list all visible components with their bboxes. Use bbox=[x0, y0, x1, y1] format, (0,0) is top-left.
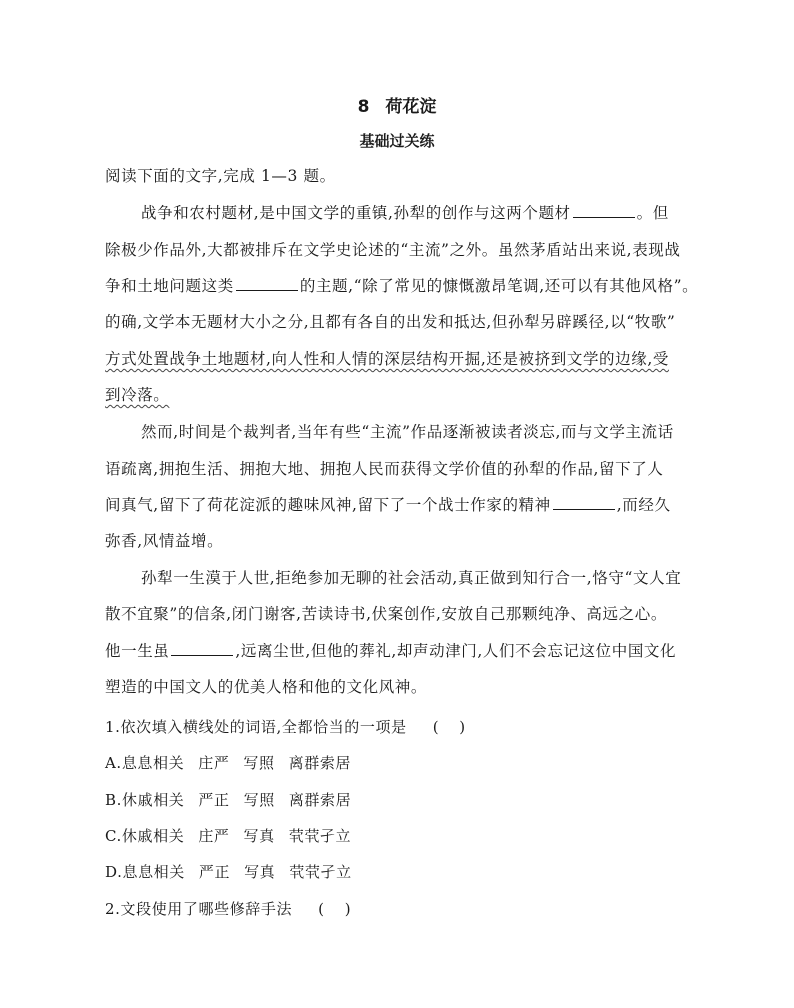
passage-line: 他一生虽 ,远离尘世,但他的葬礼,却声动津门,人们不会忘记这位中国文化 bbox=[105, 642, 677, 660]
passage-line: 散不宜聚”的信条,闭门谢客,苦读诗书,伏案创作,安放自己那颗纯净、高远之心。 bbox=[105, 605, 667, 623]
section-heading: 基础过关练 bbox=[359, 132, 435, 150]
lesson-number: 8 bbox=[357, 97, 370, 117]
lesson-title bbox=[0, 92, 794, 117]
passage-line: 然而,时间是个裁判者,当年有些“主流”作品逐渐被读者淡忘,而与文学主流话 bbox=[141, 423, 674, 441]
answer-parentheses: ( ) bbox=[432, 718, 474, 736]
option-d: D.息息相关 严正 写真 茕茕孑立 bbox=[105, 863, 352, 881]
answer-blank-1 bbox=[573, 203, 635, 218]
passage-line: 语疏离,拥抱生活、拥抱大地、拥抱人民而获得文学价值的孙犁的作品,留下了人 bbox=[105, 460, 664, 478]
answer-parentheses: ( ) bbox=[318, 900, 359, 918]
answer-blank-4 bbox=[171, 641, 233, 656]
passage-line: 除极少作品外,大都被排斥在文学史论述的“主流”之外。虽然茅盾站出来说,表现战 bbox=[105, 241, 681, 259]
passage-line: 争和土地问题这类 的主题,“除了常见的慷慨激昂笔调,还可以有其他风格”。 bbox=[105, 277, 699, 295]
passage-line: 间真气,留下了荷花淀派的趣味风神,留下了一个战士作家的精神 ,而经久 bbox=[105, 496, 671, 514]
option-c: C.休戚相关 庄严 写真 茕茕孑立 bbox=[105, 827, 352, 845]
underlined-passage-line: 到冷落。 bbox=[105, 386, 170, 404]
passage-line: 战争和农村题材,是中国文学的重镇,孙犁的创作与这两个题材 。但 bbox=[141, 204, 669, 222]
underlined-passage-line: 方式处置战争土地题材,向人性和人情的深层结构开掘,还是被挤到文学的边缘,受 bbox=[105, 350, 669, 368]
question-1: 1.依次填入横线处的词语,全都恰当的一项是 ( ) bbox=[105, 718, 474, 736]
passage-line: 的确,文学本无题材大小之分,且都有各自的出发和抵达,但孙犁另辟蹊径,以“牧歌” bbox=[105, 313, 676, 331]
passage-line: 孙犁一生漠于人世,拒绝参加无聊的社会活动,真正做到知行合一,恪守“文人宜 bbox=[141, 569, 682, 587]
passage-line: 弥香,风情益增。 bbox=[105, 532, 224, 550]
instruction: 阅读下面的文字,完成 1—3 题。 bbox=[105, 167, 336, 185]
option-a: A.息息相关 庄严 写照 离群索居 bbox=[105, 754, 352, 772]
answer-blank-2 bbox=[236, 276, 298, 291]
lesson-title-text: 荷花淀 bbox=[385, 97, 437, 117]
passage-line: 塑造的中国文人的优美人格和他的文化风神。 bbox=[105, 678, 428, 696]
answer-blank-3 bbox=[553, 495, 615, 510]
option-b: B.休戚相关 严正 写照 离群索居 bbox=[105, 791, 352, 809]
question-2: 2.文段使用了哪些修辞手法 ( ) bbox=[105, 900, 359, 918]
